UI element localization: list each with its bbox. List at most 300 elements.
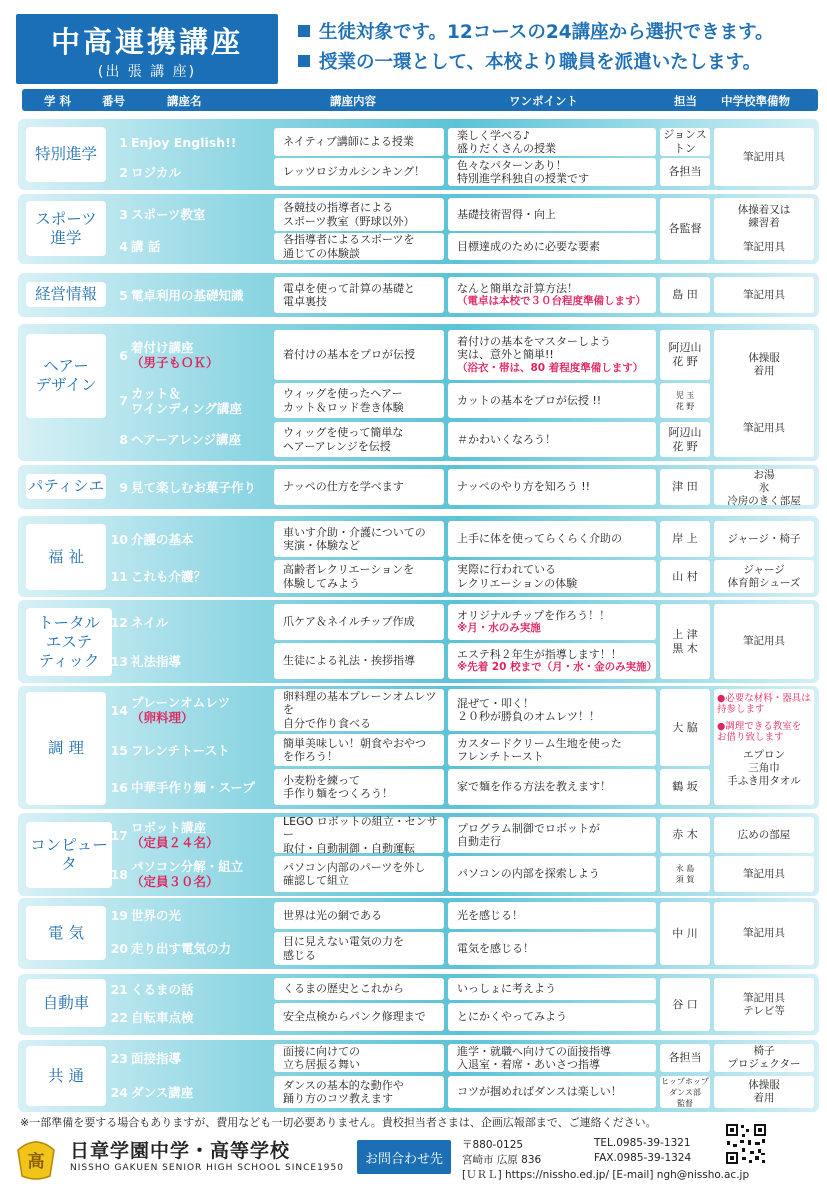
staff-cell (660, 856, 710, 892)
staff-cell (660, 198, 710, 260)
logo-character: 高 (27, 1152, 45, 1172)
staff-name: 赤 木 (672, 828, 698, 841)
course-group (18, 465, 819, 509)
course-name (131, 383, 242, 418)
one-point: オリジナルチップを作ろう！！ (457, 608, 611, 622)
contact-url-email[interactable]: [ＵＲＬ] https://nissho.ed.jp/ [E-mail] ngh@nissho.ac.jp (462, 1169, 750, 1181)
one-point: カスタードクリーム生地を使った フレンチトースト (457, 736, 622, 763)
postal-code: 〒880-0125 (462, 1139, 524, 1151)
col-course-name: 講座名 (167, 94, 202, 108)
one-point-cell (448, 769, 656, 805)
course-group (18, 516, 819, 597)
prep-items: 筆記用具 (743, 288, 785, 301)
course-name (131, 330, 219, 380)
one-point-cell (448, 689, 656, 731)
department-name: 経営情報 (26, 282, 106, 307)
staff-cell (660, 277, 710, 313)
staff-name: 山 村 (672, 569, 698, 583)
course-content: 車いす介助・介護についての 実演・体験など (283, 525, 426, 552)
course-title: 見て楽しむお菓子作り (131, 479, 257, 495)
one-point-cell (448, 1076, 656, 1108)
course-content: 着付けの基本をプロが伝授 (283, 348, 415, 362)
course-name (131, 233, 160, 260)
prep-cell (714, 521, 814, 557)
col-one-point: ワンポイント (509, 94, 578, 108)
course-name (131, 604, 168, 640)
course-content: くるまの歴史とこれから (283, 982, 404, 996)
one-point-cell (448, 902, 656, 929)
course-group (18, 324, 819, 461)
course-name (131, 769, 255, 805)
course-name (131, 1076, 193, 1108)
department-name: スポーツ 進学 (26, 201, 106, 256)
prep-items: 体操服 着用 (748, 352, 780, 377)
course-title: ヘアーアレンジ講座 (131, 432, 242, 447)
course-name (131, 643, 181, 679)
course-content-cell (274, 932, 444, 965)
course-title: 礼法指導 (131, 653, 182, 669)
staff-cell (660, 817, 710, 853)
school-logo-icon (14, 1136, 58, 1180)
prep-items: 広めの部屋 (737, 828, 791, 841)
course-title: フレンチトースト (131, 742, 230, 758)
course-title: 世界の光 (131, 908, 182, 923)
course-group (18, 119, 819, 190)
staff-cell (660, 158, 710, 186)
prep-cell (714, 604, 814, 679)
course-number: 18 (110, 866, 128, 882)
staff-name: 阿辺山 花 野 (668, 341, 702, 368)
course-number: 19 (110, 908, 128, 923)
prep-cell (714, 330, 814, 457)
course-content-cell (274, 643, 444, 679)
one-point-note: ※先着 20 校まで（月・水・金のみ実施） (457, 661, 658, 673)
course-content-cell (274, 814, 444, 855)
prep-cell (714, 689, 814, 805)
one-point: とにかくやってみよう (457, 1010, 567, 1024)
department-name: コンピュータ (26, 822, 112, 888)
one-point: 目標達成のために必要な要素 (457, 239, 600, 253)
course-title: 電卓利用の基礎知識 (131, 287, 244, 303)
one-point-cell (448, 128, 656, 156)
prep-items: 筆記用具 (743, 241, 785, 254)
course-content: ウィッグを使ったヘアー カット＆ロッド巻き体験 (283, 387, 404, 414)
staff-name: ジョンストン (663, 128, 707, 155)
course-content-cell (274, 233, 444, 260)
course-number: 22 (110, 1009, 128, 1025)
staff-name: 阿辺山 花 野 (668, 425, 702, 453)
course-title: カット＆ ワインディング講座 (131, 385, 242, 416)
page-header (0, 0, 827, 86)
course-number: 6 (119, 347, 128, 363)
course-content: 各競技の指導者による スポーツ教室（野球以外） (283, 201, 415, 228)
course-name (131, 1003, 194, 1031)
one-point: いっしょに考えよう (457, 982, 556, 996)
prep-cell (714, 902, 814, 965)
one-point: エステ科２年生が指導します！！ (457, 647, 622, 661)
prep-items: 筆記用具 (743, 867, 785, 880)
course-content-cell (274, 856, 444, 892)
staff-cell (660, 422, 710, 457)
course-group (18, 1040, 819, 1112)
course-number: 14 (110, 702, 128, 718)
footnote: ※一部準備を要する場合もありますが、費用なども一切必要ありません。貴校担当者さまは、企画広報部まで、ご連絡ください。 (20, 1116, 657, 1129)
course-group (18, 686, 819, 809)
course-title: 介護の基本 (131, 531, 194, 547)
course-note: （男子もＯＫ） (131, 355, 219, 370)
school-name-en: NISSHO GAKUEN SENIOR HIGH SCHOOL SINCE1950 (70, 1163, 344, 1173)
staff-name: 永 島 須 賀 (675, 864, 695, 884)
course-content: ナッペの仕方を学べます (283, 480, 404, 494)
prep-items: お湯 氷 冷房のきく部屋 (727, 469, 801, 507)
one-point-cell (448, 521, 656, 557)
prep-items: 筆記用具 (743, 635, 785, 647)
course-name (131, 422, 241, 457)
one-point: 楽しく学べる♪ 盛りだくさんの授業 (457, 128, 556, 155)
course-name (131, 932, 231, 965)
one-point: なんと簡単な計算方法！ (457, 281, 578, 295)
course-number: 13 (110, 653, 128, 669)
course-number: 10 (110, 531, 128, 547)
course-name (131, 277, 244, 313)
one-point: 電気を感じる！ (457, 941, 534, 955)
course-title: これも介護？ (131, 569, 207, 584)
course-content: 高齢者レクリエーションを 体験してみよう (283, 563, 415, 590)
course-number: 1 (119, 134, 128, 150)
course-number: 9 (119, 479, 128, 495)
course-name (131, 978, 194, 1000)
course-content-cell (274, 330, 444, 380)
col-staff: 担当 (674, 94, 697, 108)
course-number: 24 (110, 1084, 128, 1100)
prep-cell (714, 277, 814, 313)
course-number: 7 (119, 393, 128, 408)
staff-cell (660, 560, 710, 593)
one-point-cell (448, 643, 656, 679)
prep-cell (714, 560, 814, 593)
course-group (18, 813, 819, 896)
one-point-cell (448, 422, 656, 457)
one-point: 光を感じる！ (457, 908, 523, 922)
course-content-cell (274, 158, 444, 186)
course-content: 小麦粉を練って 手作り麺をつくろう！ (283, 773, 393, 800)
course-content: 電卓を使って計算の基礎と 電卓裏技 (283, 281, 415, 308)
column-header (22, 89, 818, 111)
course-content: 簡単美味しい！朝食やおやつ を作ろう！ (283, 736, 426, 763)
course-title: ダンス講座 (131, 1084, 194, 1100)
course-note: （卵料理） (131, 710, 194, 725)
one-point: 着付けの基本をマスターしよう 実は、意外と簡単!! (457, 334, 611, 362)
course-content-cell (274, 734, 444, 766)
prep-items: 筆記用具 (743, 150, 785, 163)
one-point-cell (448, 198, 656, 231)
prep-cell (714, 469, 814, 505)
course-title: 講 話 (131, 239, 161, 254)
intro-bullets (298, 18, 818, 78)
course-content: 世界は光の網である (283, 908, 382, 922)
staff-cell (660, 469, 710, 505)
prep-items: 体操服 着用 (748, 1079, 780, 1104)
course-content-cell (274, 689, 444, 731)
prep-items: ジャージ・椅子 (727, 532, 801, 545)
address: 宮崎市 広原 836 (462, 1154, 542, 1166)
course-title: 面接指導 (131, 1050, 182, 1066)
staff-cell (660, 604, 710, 679)
prep-cell (714, 1076, 814, 1108)
col-course-content: 講座内容 (330, 94, 376, 108)
course-group (18, 600, 819, 683)
intro-bullet: 授業の一環として、本校より職員を派遣いたします。 (298, 48, 818, 78)
course-title: 中華手作り麺・スープ (131, 779, 255, 795)
prep-items: 体操着又は 練習着 (737, 203, 791, 229)
staff-name: ヒップホップダンス部 監督 (661, 1076, 709, 1108)
staff-cell (660, 1044, 710, 1072)
course-content-cell (274, 978, 444, 1000)
prep-cell (714, 128, 814, 186)
course-number: 4 (119, 239, 128, 254)
course-content-cell (274, 521, 444, 557)
one-point: 進学・就職へ向けての面接指導 入退室・着席・あいさつ指導 (457, 1044, 611, 1071)
page-subtitle: (出 張 講 座) (97, 64, 197, 80)
course-number: 16 (110, 779, 128, 795)
staff-cell (660, 128, 710, 156)
one-point-cell (448, 932, 656, 965)
course-group (18, 974, 819, 1035)
one-point: コツが掴めればダンスは楽しい！ (457, 1085, 622, 1099)
one-point-note: （浴衣・帯は、80 着程度準備します） (457, 361, 644, 374)
one-point-cell (448, 233, 656, 260)
staff-name: 鶴 坂 (672, 780, 698, 793)
one-point: 混ぜて・叩く！ ２０秒が勝負のオムレツ！！ (457, 696, 600, 723)
department-name: パティシエ (26, 474, 106, 499)
course-number: 17 (110, 827, 128, 843)
staff-name: 各監督 (668, 222, 702, 235)
one-point-cell (448, 469, 656, 505)
course-content-cell (274, 769, 444, 805)
course-note: （定員３０名） (131, 874, 219, 889)
intro-bullet: 生徒対象です。12コースの24講座から選択できます。 (298, 18, 818, 48)
prep-items: ジャージ 体育館シューズ (727, 563, 801, 589)
page-title: 中高連携講座 (50, 25, 243, 59)
course-number: 21 (110, 981, 128, 997)
staff-name: 大 脇 (672, 720, 698, 734)
course-content: 安全点検からパンク修理まで (283, 1010, 426, 1024)
one-point: 実際に行われている レクリエーションの体験 (457, 563, 578, 590)
course-name (131, 128, 237, 156)
course-content-cell (274, 560, 444, 593)
one-point-cell (448, 856, 656, 892)
one-point: ＃かわいくなろう！ (457, 432, 556, 446)
course-content: LEGO ロボットの組立・センサー 取付・自動制御・自動運転 (283, 814, 438, 855)
course-content-cell (274, 198, 444, 231)
prep-cell (714, 978, 814, 1031)
course-content: 目に見えない電気の力を 感じる (283, 935, 404, 962)
course-content-cell (274, 277, 444, 313)
one-point: 基礎技術習得・向上 (457, 207, 556, 221)
course-number: 11 (110, 569, 128, 584)
course-content-cell (274, 1044, 444, 1072)
course-group (18, 898, 819, 969)
tel: TEL.0985-39-1321 (594, 1137, 691, 1149)
course-title: ロボット講座 (131, 820, 207, 835)
department-name: 特別進学 (26, 127, 106, 182)
course-content-cell (274, 1003, 444, 1031)
staff-cell (660, 902, 710, 965)
course-number: 12 (110, 614, 128, 630)
course-group (18, 194, 819, 264)
staff-name: 岸 上 (672, 532, 698, 545)
course-title: Enjoy English!! (131, 134, 237, 150)
course-number: 2 (119, 164, 128, 180)
course-name (131, 902, 181, 929)
square-bullet-icon (298, 25, 310, 37)
one-point-cell (448, 978, 656, 1000)
one-point: 家で麺を作る方法を教えます！ (457, 780, 611, 794)
course-name (131, 817, 219, 853)
course-number: 23 (110, 1050, 128, 1066)
one-point-cell (448, 1044, 656, 1072)
course-content: 各指導者によるスポーツを 通じての体験談 (283, 233, 415, 260)
department-name: 調 理 (26, 692, 106, 805)
staff-cell (660, 521, 710, 557)
one-point: パソコンの内部を探索しよう (457, 867, 600, 881)
staff-cell (660, 383, 710, 418)
staff-name: 中 川 (672, 926, 698, 940)
course-content: パソコン内部のパーツを外し 確認して組立 (283, 860, 426, 887)
one-point-cell (448, 277, 656, 313)
course-name (131, 689, 230, 731)
one-point-cell (448, 1003, 656, 1031)
course-content-cell (274, 422, 444, 457)
department-name: ヘアー デザイン (26, 334, 106, 418)
department-name: 共 通 (26, 1046, 106, 1106)
fax: FAX.0985-39-1324 (594, 1152, 692, 1164)
staff-name: 上 津 黒 木 (672, 627, 698, 655)
one-point: カットの基本をプロが伝授 !! (457, 393, 602, 407)
contact-label: お問合わせ先 (357, 1140, 451, 1174)
course-group (18, 273, 819, 317)
department-name: 自動車 (26, 979, 106, 1027)
course-content: ダンスの基本的な動作や 踊り方のコツ教えます (283, 1078, 404, 1105)
course-content: ウィッグを使って簡単な ヘアーアレンジを伝授 (283, 426, 404, 453)
one-point-note: （電卓は本校で３０台程度準備します） (457, 295, 646, 307)
prep-items: エプロン 三角巾 手ふき用タオル (727, 749, 801, 787)
course-number: 15 (110, 742, 128, 758)
course-content: 卵料理の基本プレーンオムレツを 自分で作り食べる (283, 689, 437, 730)
one-point-cell (448, 817, 656, 853)
staff-name: 谷 口 (672, 997, 698, 1011)
prep-cell (714, 198, 814, 260)
course-title: 自転車点検 (131, 1009, 194, 1025)
course-content: ネイティブ講師による授業 (283, 135, 414, 149)
course-title: ネイル (131, 614, 169, 630)
one-point-cell (448, 604, 656, 640)
prep-cell (714, 856, 814, 892)
prep-cell (714, 1044, 814, 1072)
course-name (131, 734, 230, 766)
course-title: 走り出す電気の力 (131, 941, 232, 956)
prep-items: 筆記用具 (743, 927, 785, 939)
course-name (131, 198, 206, 231)
prep-items: 椅子 プロジェクター (727, 1045, 801, 1070)
course-content: 生徒による礼法・挨拶指導 (283, 654, 415, 668)
course-name (131, 521, 194, 557)
staff-name: 児 玉 花 野 (675, 390, 695, 411)
department-name: 電 気 (26, 906, 106, 960)
course-content-cell (274, 604, 444, 640)
one-point-cell (448, 560, 656, 593)
course-note: （定員２４名） (131, 835, 219, 850)
staff-cell (660, 978, 710, 1031)
course-name (131, 560, 206, 593)
staff-name: 各担当 (668, 1051, 702, 1064)
course-content: 爪ケア＆ネイルチップ作成 (283, 615, 415, 629)
square-bullet-icon (298, 55, 310, 67)
prep-items: 筆記用具 テレビ等 (743, 991, 785, 1017)
course-title: スポーツ教室 (131, 207, 206, 222)
qr-code-icon[interactable] (724, 1122, 768, 1166)
one-point-cell (448, 383, 656, 418)
col-department: 学 科 (44, 94, 72, 108)
col-number: 番号 (102, 94, 125, 108)
prep-note: ●必要な材料・器具は 持参します (717, 693, 811, 715)
one-point-cell (448, 734, 656, 766)
school-name: 日章学園中学・高等学校 (70, 1140, 291, 1162)
one-point: 上手に体を使ってらくらく介助の (457, 532, 622, 546)
course-number: 8 (119, 432, 128, 447)
course-content-cell (274, 902, 444, 929)
one-point-note: ※月・水のみ実施 (457, 622, 541, 634)
course-title: プレーンオムレツ (131, 695, 231, 710)
course-title: くるまの話 (131, 981, 194, 997)
one-point-cell (448, 330, 656, 380)
course-content: 面接に向けての 立ち居振る舞い (283, 1044, 360, 1071)
prep-cell (714, 817, 814, 853)
one-point-cell (448, 158, 656, 186)
course-number: 3 (119, 207, 128, 222)
course-title: ロジカル (131, 164, 182, 180)
one-point: ナッペのやり方を知ろう !! (457, 480, 591, 494)
course-title: 着付け講座 (131, 340, 194, 355)
course-name (131, 158, 181, 186)
title-box (16, 14, 278, 84)
course-content-cell (274, 1076, 444, 1108)
staff-cell (660, 689, 710, 766)
prep-note: ●調理できる教室を お借り致します (717, 721, 802, 743)
staff-name: 島 田 (672, 288, 698, 301)
staff-cell (660, 330, 710, 380)
course-title: パソコン分解・組立 (131, 859, 244, 874)
col-prep: 中学校準備物 (721, 94, 790, 108)
staff-name: 津 田 (672, 480, 698, 493)
course-name (131, 469, 256, 505)
course-number: 20 (110, 941, 128, 956)
course-content: レッツロジカルシンキング！ (283, 165, 426, 179)
department-name: トータル エステ ティック (26, 608, 112, 676)
staff-cell (660, 1076, 710, 1108)
one-point: 色々なパターンあり！ 特別進学科独自の授業です (457, 158, 589, 185)
course-name (131, 856, 243, 892)
course-content-cell (274, 383, 444, 418)
department-name: 福 祉 (26, 524, 106, 590)
staff-cell (660, 769, 710, 805)
staff-name: 各担当 (668, 165, 702, 178)
prep-items: 筆記用具 (743, 422, 785, 434)
course-name (131, 1044, 181, 1072)
one-point: プログラム制御でロボットが 自動走行 (457, 821, 600, 848)
course-content-cell (274, 128, 444, 156)
course-content-cell (274, 469, 444, 505)
